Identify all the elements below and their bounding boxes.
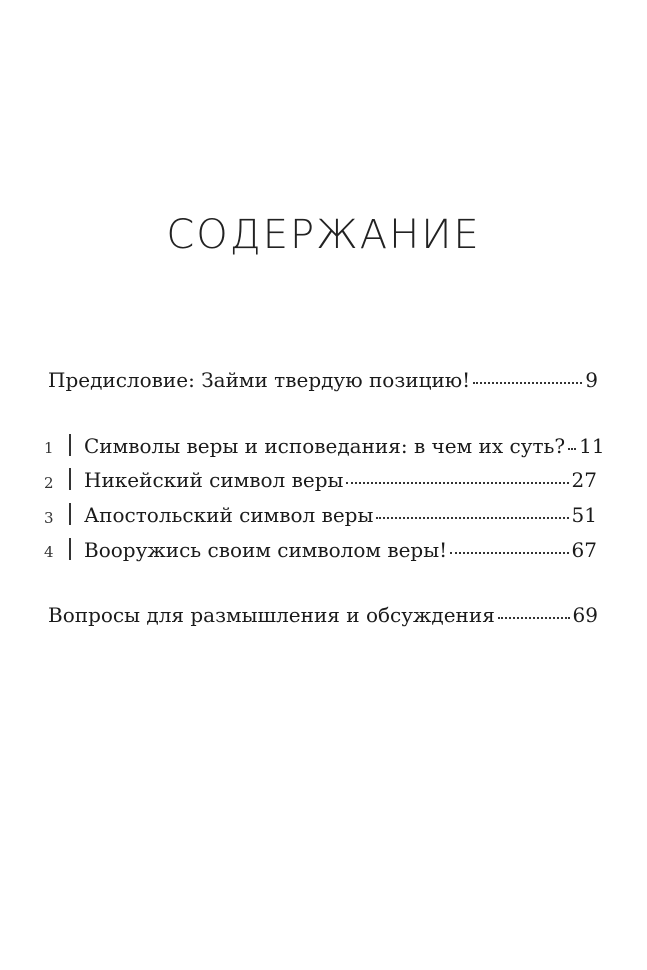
toc-entry-chapter-1: [84, 434, 605, 458]
toc-entry-page: 67: [571, 538, 597, 562]
chapter-number-4: 4: [44, 543, 54, 561]
toc-entry-label: Апостольский символ веры: [84, 503, 374, 527]
chapter-separator: [69, 503, 71, 525]
toc-entry-page: 11: [579, 434, 605, 458]
chapter-separator: [69, 434, 71, 456]
toc-entry-label: Символы веры и исповедания: в чем их суть?: [84, 434, 566, 458]
toc-entry-page: 9: [585, 368, 598, 392]
toc-entry-chapter-2: [84, 470, 597, 490]
page-title: СОДЕРЖАНИЕ: [166, 212, 481, 258]
toc-entry-label: Никейский символ веры: [84, 468, 344, 492]
chapter-separator: [69, 538, 71, 560]
chapter-number-1: 1: [44, 439, 54, 457]
dot-leader: [498, 617, 570, 619]
dot-leader: [568, 448, 576, 450]
chapter-number-3: 3: [44, 509, 54, 527]
toc-entry-chapter-3: [84, 505, 597, 525]
dot-leader: [450, 552, 568, 554]
dot-leader: [473, 382, 582, 384]
toc-entry-chapter-4: [84, 540, 597, 560]
toc-entry-questions: [48, 605, 598, 625]
chapter-separator: [69, 468, 71, 490]
toc-entry-page: 69: [572, 603, 598, 627]
toc-entry-page: 51: [571, 503, 597, 527]
chapter-number-2: 2: [44, 474, 54, 492]
dot-leader: [346, 482, 568, 484]
toc-entry-label: Предисловие: Займи твердую позицию!: [48, 368, 471, 392]
toc-entry-label: Вопросы для размышления и обсуждения: [48, 603, 495, 627]
toc-entry-preface: [48, 370, 598, 390]
dot-leader: [376, 517, 568, 519]
toc-entry-label: Вооружись своим символом веры!: [84, 538, 448, 562]
toc-entry-page: 27: [571, 468, 597, 492]
